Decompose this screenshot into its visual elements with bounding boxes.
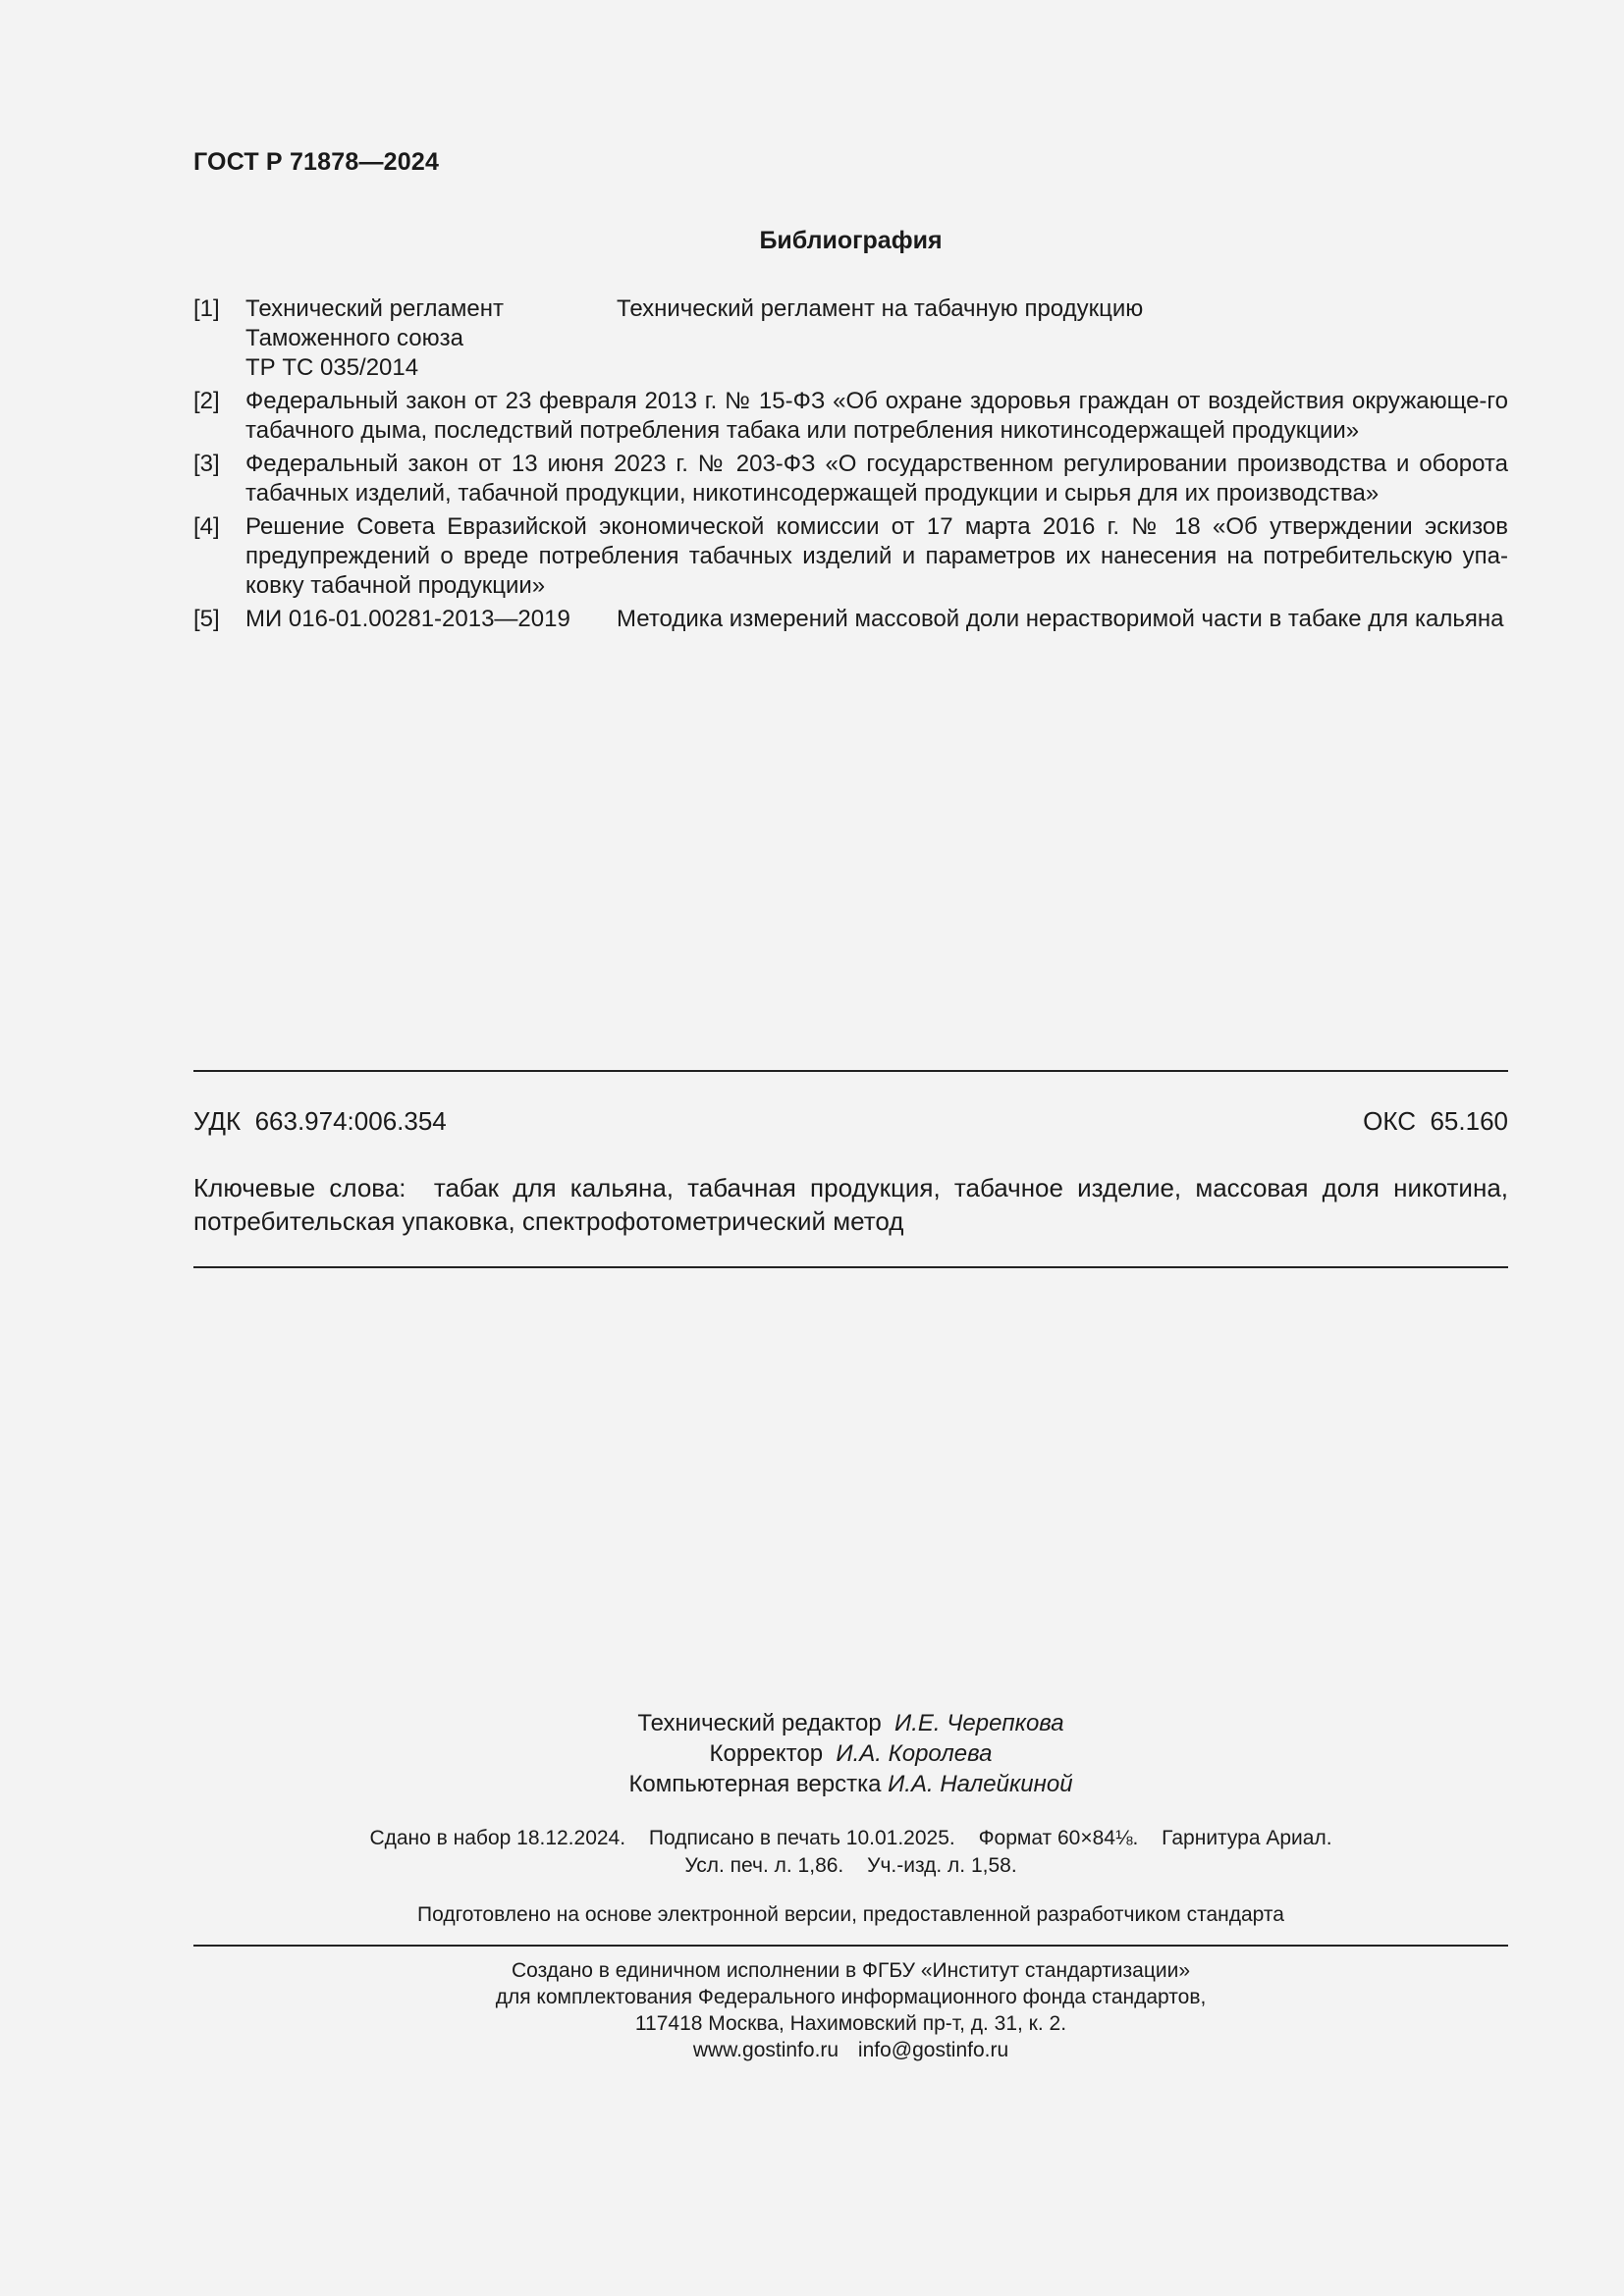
layout-name: И.А. Налейкиной xyxy=(888,1771,1073,1797)
entry-number: [4] xyxy=(193,513,220,540)
print-info-line-1 xyxy=(193,1825,1508,1852)
signed-date: Подписано в печать 10.01.2025. xyxy=(648,1827,955,1849)
publisher-sheets: Уч.-изд. л. 1,58. xyxy=(867,1854,1017,1877)
corrector-line xyxy=(193,1738,1508,1769)
print-format: Формат 60×84⅛. xyxy=(978,1827,1139,1849)
divider-top xyxy=(193,1070,1508,1072)
entry-source xyxy=(245,605,609,634)
entry-source-line: Технический регламент xyxy=(245,295,504,322)
entry-number: [1] xyxy=(193,295,220,322)
udk-label: УДК xyxy=(193,1106,242,1136)
bibliography-list xyxy=(193,294,1508,638)
corrector-label: Корректор xyxy=(709,1740,824,1767)
entry-source xyxy=(245,294,609,383)
udk-value: 663.974:006.354 xyxy=(254,1106,447,1136)
bibliography-entry-1 xyxy=(193,294,1508,383)
entry-number: [3] xyxy=(193,451,220,477)
entry-number: [5] xyxy=(193,606,220,632)
oks-value: 65.160 xyxy=(1430,1106,1508,1136)
entry-source-line: МИ 016-01.00281-2013—2019 xyxy=(245,606,570,632)
bibliography-entry-3 xyxy=(193,450,1508,508)
created-line-2: для комплектования Федерального информационного фонда стандартов, xyxy=(495,1986,1207,2008)
entry-source-line: Таможенного союза xyxy=(245,325,463,351)
entry-source-line: ТР ТС 035/2014 xyxy=(245,354,419,381)
tech-editor-label: Технический редактор xyxy=(637,1710,882,1736)
divider-bottom xyxy=(193,1945,1508,1947)
created-line-3: 117418 Москва, Нахимовский пр-т, д. 31, к. 2. xyxy=(634,2012,1067,2035)
website-link[interactable]: www.gostinfo.ru xyxy=(692,2039,839,2061)
keywords xyxy=(193,1171,1508,1238)
oks-code xyxy=(1363,1106,1508,1137)
oks-label: ОКС xyxy=(1363,1106,1417,1136)
entry-title: Методика измерений массовой доли нерастворимой части в табаке для кальяна xyxy=(617,606,1504,632)
email-link[interactable]: info@gostinfo.ru xyxy=(857,2039,1009,2061)
udk-code xyxy=(193,1106,447,1137)
keywords-text: табак для кальяна, табачная продукция, табачное изделие, массовая доля никотина, потребительская упаковка, спектрофотометрический метод xyxy=(193,1173,1509,1236)
entry-text: Федеральный закон от 23 февраля 2013 г. № 15-ФЗ «Об охране здоровья граждан от воздействия окружающе-го табачного дыма, последствий потребления табака или потребления никотинсодержащей продукции» xyxy=(245,388,1508,444)
typeface: Гарнитура Ариал. xyxy=(1162,1827,1332,1849)
layout-line xyxy=(193,1769,1508,1799)
created-line-1: Создано в единичном исполнении в ФГБУ «Институт стандартизации» xyxy=(511,1959,1191,1982)
entry-text: Решение Совета Евразийской экономической комиссии от 17 марта 2016 г. № 18 «Об утверждении эскизов предупреждений о вреде потребления табачных изделий и параметров их нанесения на потребительскую упа-ковку табачной продукции» xyxy=(245,513,1508,599)
entry-number: [2] xyxy=(193,388,220,414)
prepared-note: Подготовлено на основе электронной версии, предоставленной разработчиком стандарта xyxy=(417,1903,1284,1926)
entry-title: Технический регламент на табачную продукцию xyxy=(617,295,1144,322)
bibliography-entry-2 xyxy=(193,387,1508,446)
contacts-line xyxy=(193,2037,1508,2063)
created-block xyxy=(193,1957,1508,2063)
print-info-line-2 xyxy=(193,1852,1508,1880)
editors-block xyxy=(193,1708,1508,1799)
document-code: ГОСТ Р 71878—2024 xyxy=(193,148,440,176)
print-sheets: Усл. печ. л. 1,86. xyxy=(684,1854,844,1877)
entry-text: Федеральный закон от 13 июня 2023 г. № 203-ФЗ «О государственном регулировании производства и оборота табачных изделий, табачной продукции, никотинсодержащей продукции и сырья для их производства» xyxy=(245,451,1508,507)
keywords-label: Ключевые слова: xyxy=(193,1173,406,1202)
bibliography-entry-5 xyxy=(193,605,1508,634)
tech-editor-name: И.Е. Черепкова xyxy=(894,1710,1064,1736)
bibliography-title: Библиография xyxy=(759,227,943,254)
corrector-name: И.А. Королева xyxy=(836,1740,993,1767)
layout-label: Компьютерная верстка xyxy=(628,1771,882,1797)
tech-editor-line xyxy=(193,1708,1508,1738)
bibliography-entry-4 xyxy=(193,512,1508,601)
submitted-date: Сдано в набор 18.12.2024. xyxy=(369,1827,626,1849)
print-info xyxy=(193,1825,1508,1880)
divider-middle xyxy=(193,1266,1508,1268)
